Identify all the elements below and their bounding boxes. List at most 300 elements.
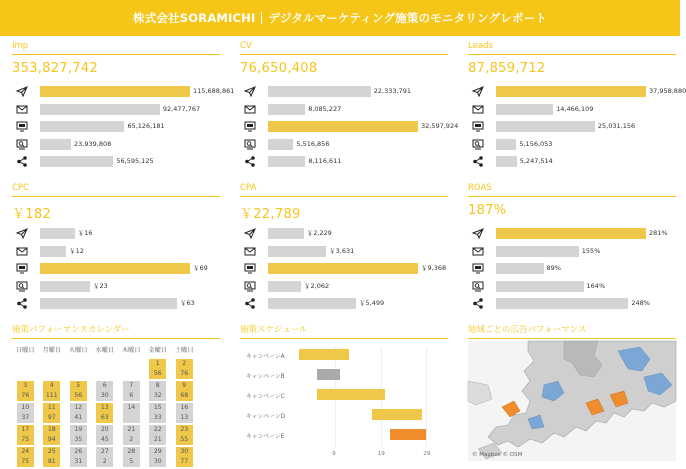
kpi-total: 187%	[468, 203, 507, 218]
channel-bar[interactable]	[40, 263, 190, 274]
channel-value-label: 89%	[546, 264, 561, 272]
calendar-day[interactable]	[70, 381, 87, 401]
calendar-cell	[39, 381, 66, 403]
mail-icon	[240, 103, 266, 115]
channel-row[interactable]	[468, 225, 676, 243]
calendar-day-number: 28	[127, 448, 136, 455]
channel-bar[interactable]	[496, 121, 595, 132]
calendar-cell	[12, 425, 39, 447]
campaign-bar[interactable]	[299, 349, 349, 360]
channel-value-label: 281%	[649, 229, 668, 237]
calendar-day-value: 68	[180, 392, 189, 399]
calendar-cell	[65, 381, 92, 403]
channel-bar[interactable]	[268, 281, 301, 292]
monitor-icon	[468, 121, 494, 133]
channel-row[interactable]	[12, 153, 220, 171]
calendar-cell	[39, 403, 66, 425]
calendar-day[interactable]	[70, 403, 87, 423]
campaign-bar[interactable]	[317, 369, 340, 380]
weekday-label: 金曜日	[148, 347, 168, 354]
channel-bar[interactable]	[496, 104, 553, 115]
calendar-day-value: 6	[129, 392, 134, 399]
share-icon	[240, 298, 266, 310]
channel-bar[interactable]	[268, 263, 418, 274]
channel-row[interactable]	[240, 225, 448, 243]
calendar-day-value: 56	[153, 370, 162, 377]
mail-icon	[12, 103, 38, 115]
japan-map-shape	[468, 341, 676, 461]
calendar-day-value: 2	[129, 436, 134, 443]
map-panel	[468, 324, 676, 339]
calendar-day-number: 1	[155, 360, 160, 367]
channel-row[interactable]	[240, 260, 448, 278]
channel-bar[interactable]	[496, 281, 584, 292]
search-box-icon	[240, 138, 266, 150]
calendar-day[interactable]	[176, 425, 193, 445]
kpi-panel-cpa	[240, 182, 448, 313]
channel-value-label: 92,477,767	[162, 104, 201, 113]
calendar-day-value: 13	[180, 414, 189, 421]
calendar-day-number: 7	[129, 382, 134, 389]
channel-row[interactable]	[240, 278, 448, 296]
calendar-week-row	[12, 381, 220, 403]
campaign-label: キャンペーンB	[246, 374, 285, 380]
channel-row[interactable]	[12, 101, 220, 119]
channel-value-label: 56,595,125	[116, 157, 154, 165]
monitor-icon	[240, 263, 266, 275]
calendar-cell	[118, 359, 145, 381]
mail-icon	[12, 245, 38, 257]
channel-value-label: 23,939,808	[74, 139, 112, 148]
kpi-total: 353,827,742	[12, 61, 99, 76]
calendar-day-number: 21	[127, 426, 136, 433]
channel-bar[interactable]	[268, 121, 418, 132]
channel-value-label: ￥3,631	[329, 246, 355, 255]
channel-value-label: 8,085,227	[308, 104, 342, 113]
weekday-label: 土曜日	[174, 347, 194, 354]
channel-row[interactable]	[12, 278, 220, 296]
calendar-day-value: 97	[47, 414, 56, 421]
calendar-day-number: 15	[153, 404, 162, 411]
calendar-day[interactable]	[17, 425, 34, 445]
calendar-day-value: 63	[100, 414, 109, 421]
calendar-cell	[92, 381, 119, 403]
header-divider	[261, 12, 262, 24]
calendar-day-number: 20	[100, 426, 109, 433]
calendar-day-value: 33	[153, 414, 162, 421]
campaign-label: キャンペーンD	[246, 414, 286, 420]
calendar-day-number: 11	[47, 404, 56, 411]
calendar-cell	[171, 447, 198, 469]
schedule-title: 施策スケジュール	[240, 324, 448, 339]
calendar-cell	[12, 381, 39, 403]
region-map[interactable]	[468, 341, 676, 461]
channel-value-label: ￥9,368	[421, 264, 447, 272]
calendar-day-number: 12	[74, 404, 83, 411]
calendar-day-value: 111	[45, 392, 58, 399]
calendar-day-value: 21	[153, 436, 162, 443]
calendar-day[interactable]	[149, 381, 166, 401]
mail-icon	[240, 245, 266, 257]
calendar-day[interactable]	[96, 425, 113, 445]
weekday-label: 火曜日	[68, 347, 88, 354]
calendar-day[interactable]	[43, 447, 60, 467]
kpi-panel-cv	[240, 40, 459, 171]
calendar-day-value: 45	[100, 436, 109, 443]
channel-row[interactable]	[240, 83, 448, 101]
campaign-bar[interactable]	[317, 389, 385, 400]
kpi-title: CV	[240, 40, 448, 55]
calendar-day[interactable]	[123, 403, 140, 423]
calendar-day[interactable]	[149, 403, 166, 423]
calendar-day-value: 81	[47, 458, 56, 465]
channel-row[interactable]	[12, 118, 220, 136]
calendar-day[interactable]	[123, 425, 140, 445]
channel-row[interactable]	[468, 136, 676, 154]
paper-plane-icon	[12, 86, 38, 98]
calendar-day[interactable]	[17, 403, 34, 423]
channel-value-label: ￥2,229	[306, 229, 332, 237]
company-name: 株式会社SORAMICHI	[133, 11, 256, 25]
channel-row[interactable]	[468, 278, 676, 296]
calendar-day-value: 30	[100, 392, 109, 399]
calendar-day-number: 6	[102, 382, 107, 389]
calendar-day-number: 19	[74, 426, 83, 433]
channel-row[interactable]	[240, 295, 448, 313]
calendar-day-number: 2	[182, 360, 187, 367]
calendar-week-row	[12, 403, 220, 425]
calendar-cell	[12, 359, 39, 381]
channel-value-label: 115,688,861	[193, 87, 235, 95]
channel-bar[interactable]	[40, 281, 90, 292]
channel-row[interactable]	[468, 153, 676, 171]
calendar-day-value: 32	[153, 392, 162, 399]
gantt-axis-tick: 29	[423, 451, 431, 457]
kpi-panel-imp	[12, 40, 235, 171]
calendar-panel	[12, 324, 220, 469]
calendar-cell	[92, 447, 119, 469]
channel-value-label: 5,247,514	[519, 157, 553, 165]
calendar-cell	[118, 403, 145, 425]
monitor-icon	[468, 263, 494, 275]
calendar-cell	[118, 381, 145, 403]
calendar-day-number: 22	[153, 426, 162, 433]
channel-bar[interactable]	[268, 298, 356, 309]
channel-bar[interactable]	[40, 86, 190, 97]
calendar-cell	[145, 381, 172, 403]
calendar-day[interactable]	[123, 447, 140, 467]
calendar-day-value: 75	[21, 436, 30, 443]
calendar-day[interactable]	[70, 447, 87, 467]
channel-row[interactable]	[240, 153, 448, 171]
calendar-day[interactable]	[149, 447, 166, 467]
kpi-panel-cpc	[12, 182, 220, 313]
calendar-cell	[39, 359, 66, 381]
share-icon	[468, 298, 494, 310]
calendar-day-number: 30	[180, 448, 189, 455]
channel-row[interactable]	[468, 118, 676, 136]
share-icon	[468, 156, 494, 168]
campaign-label: キャンペーンC	[246, 394, 285, 400]
calendar-day-number: 16	[180, 404, 189, 411]
calendar-day-number: 26	[74, 448, 83, 455]
calendar-day-value: 77	[180, 458, 189, 465]
channel-value-label: 25,031,156	[597, 122, 636, 130]
monitor-icon	[12, 263, 38, 275]
calendar-day-number: 8	[155, 382, 160, 389]
calendar-day-value: 2	[102, 458, 107, 465]
kpi-title: Imp	[12, 40, 220, 55]
calendar-day[interactable]	[176, 359, 193, 379]
calendar-day-number: 3	[23, 382, 28, 389]
calendar-cell	[171, 359, 198, 381]
channel-bar[interactable]	[40, 104, 160, 115]
map-attribution: © Mapbox © OSM	[472, 452, 523, 458]
channel-value-label: 248%	[631, 299, 650, 307]
calendar-day-number: 18	[47, 426, 56, 433]
calendar-day[interactable]	[43, 381, 60, 401]
calendar-day-number: 9	[182, 382, 187, 389]
calendar-day[interactable]	[123, 381, 140, 401]
search-box-icon	[12, 280, 38, 292]
calendar-day-number: 24	[21, 448, 30, 455]
calendar-weekday-header	[12, 345, 220, 354]
calendar-day-number: 13	[100, 404, 109, 411]
channel-bar[interactable]	[496, 246, 579, 257]
calendar-day-number: 27	[100, 448, 109, 455]
channel-row[interactable]	[240, 136, 448, 154]
calendar-cell	[145, 359, 172, 381]
monitor-icon	[240, 121, 266, 133]
paper-plane-icon	[468, 86, 494, 98]
channel-bar[interactable]	[496, 86, 646, 97]
calendar-day[interactable]	[96, 447, 113, 467]
share-icon	[12, 156, 38, 168]
kpi-title: Leads	[468, 40, 676, 55]
mail-icon	[468, 103, 494, 115]
channel-bar[interactable]	[40, 298, 177, 309]
calendar-day-value: 37	[21, 414, 30, 421]
channel-value-label: 8,116,611	[308, 157, 342, 165]
calendar-day-value: 94	[47, 436, 56, 443]
calendar-cell	[145, 403, 172, 425]
calendar-cell	[92, 425, 119, 447]
channel-row[interactable]	[468, 101, 676, 119]
monitor-icon	[12, 121, 38, 133]
calendar-day[interactable]	[149, 425, 166, 445]
calendar-day-value: 5	[129, 458, 134, 465]
channel-row[interactable]	[12, 243, 220, 261]
weekday-label: 木曜日	[121, 347, 141, 354]
calendar-cell	[118, 447, 145, 469]
weekday-label: 水曜日	[95, 347, 115, 354]
channel-row[interactable]	[12, 225, 220, 243]
map-title: 地域ごとの広告パフォーマンス	[468, 324, 676, 339]
calendar-day[interactable]	[176, 403, 193, 423]
calendar-day-number: 17	[21, 426, 30, 433]
calendar-day-value: 35	[74, 436, 83, 443]
channel-value-label: 32,597,924	[421, 122, 459, 130]
channel-bar[interactable]	[268, 86, 371, 97]
calendar-title: 施策パフォーマンスカレンダー	[12, 324, 220, 339]
channel-row[interactable]	[240, 101, 448, 119]
channel-value-label: ￥23	[93, 281, 108, 290]
calendar-day[interactable]	[17, 447, 34, 467]
channel-bar[interactable]	[40, 156, 113, 167]
kpi-total: 76,650,408	[240, 61, 318, 76]
mail-icon	[468, 245, 494, 257]
calendar-day[interactable]	[43, 403, 60, 423]
channel-bar[interactable]	[268, 139, 293, 150]
calendar-cell	[118, 425, 145, 447]
calendar-cell	[145, 447, 172, 469]
channel-value-label: 22,333,791	[373, 87, 411, 95]
gantt-axis-tick: 19	[377, 451, 385, 457]
calendar-day-number: 10	[21, 404, 30, 411]
channel-value-label: 14,466,109	[556, 104, 594, 113]
kpi-total: ￥182	[12, 207, 52, 222]
channel-value-label: ￥5,499	[359, 299, 385, 307]
calendar-day-value: 30	[153, 458, 162, 465]
campaign-bar[interactable]	[390, 429, 427, 440]
calendar-cell	[65, 447, 92, 469]
channel-value-label: 5,156,053	[519, 139, 553, 148]
calendar-day-number: 25	[47, 448, 56, 455]
calendar-grid	[12, 359, 220, 469]
calendar-day-value: 76	[180, 370, 189, 377]
share-icon	[240, 156, 266, 168]
search-box-icon	[12, 138, 38, 150]
channel-bar[interactable]	[40, 121, 124, 132]
search-box-icon	[468, 138, 494, 150]
channel-value-label: 65,126,181	[127, 122, 165, 130]
channel-value-label: 155%	[581, 246, 601, 255]
kpi-title: CPA	[240, 182, 448, 197]
channel-bar[interactable]	[496, 139, 516, 150]
paper-plane-icon	[468, 228, 494, 240]
calendar-day[interactable]	[43, 425, 60, 445]
kpi-title: ROAS	[468, 182, 676, 197]
channel-value-label: ￥16	[77, 229, 93, 237]
channel-bar[interactable]	[496, 298, 628, 309]
gantt-axis-tick: 9	[332, 451, 336, 457]
channel-bar[interactable]	[268, 246, 326, 257]
channel-bar[interactable]	[268, 228, 304, 239]
paper-plane-icon	[12, 228, 38, 240]
calendar-cell	[92, 403, 119, 425]
calendar-cell	[92, 359, 119, 381]
channel-value-label: ￥63	[179, 299, 195, 307]
calendar-day-number: 4	[49, 382, 54, 389]
calendar-day-value: 55	[180, 436, 189, 443]
channel-bar[interactable]	[268, 156, 305, 167]
report-title: デジタルマーケティング施策のモニタリングレポート	[268, 11, 547, 25]
calendar-day-number: 5	[76, 382, 81, 389]
calendar-cell	[171, 381, 198, 403]
campaign-bar[interactable]	[372, 409, 422, 420]
calendar-day[interactable]	[96, 381, 113, 401]
channel-bar[interactable]	[40, 246, 66, 257]
channel-value-label: ￥2,062	[304, 281, 330, 290]
channel-bar[interactable]	[496, 228, 646, 239]
search-box-icon	[468, 280, 494, 292]
channel-row[interactable]	[12, 83, 235, 101]
channel-row[interactable]	[468, 295, 676, 313]
campaign-label: キャンペーンE	[246, 434, 285, 440]
calendar-day-value: 41	[74, 414, 83, 421]
calendar-day-value: 76	[21, 392, 30, 399]
search-box-icon	[240, 280, 266, 292]
channel-row[interactable]	[12, 136, 220, 154]
calendar-day-value: 31	[74, 458, 83, 465]
calendar-cell	[65, 359, 92, 381]
weekday-label: 日曜日	[15, 347, 35, 354]
channel-value-label: ￥12	[69, 246, 84, 255]
calendar-day[interactable]	[17, 381, 34, 401]
paper-plane-icon	[240, 228, 266, 240]
channel-value-label: 37,958,880	[649, 87, 686, 95]
calendar-day-number: 14	[127, 404, 136, 411]
channel-bar[interactable]	[496, 156, 517, 167]
channel-bar[interactable]	[40, 228, 75, 239]
calendar-cell	[145, 425, 172, 447]
channel-row[interactable]	[468, 243, 676, 261]
channel-row[interactable]	[468, 260, 676, 278]
schedule-panel	[240, 324, 448, 457]
channel-value-label: 164%	[586, 281, 606, 290]
report-header	[0, 0, 680, 36]
calendar-week-row	[12, 359, 220, 381]
channel-bar[interactable]	[496, 263, 544, 274]
calendar-day[interactable]	[96, 403, 113, 423]
calendar-day[interactable]	[176, 447, 193, 467]
paper-plane-icon	[240, 86, 266, 98]
calendar-cell	[12, 403, 39, 425]
calendar-week-row	[12, 447, 220, 469]
campaign-label: キャンペーンA	[246, 354, 285, 360]
calendar-day[interactable]	[70, 425, 87, 445]
calendar-day-number: 29	[153, 448, 162, 455]
channel-row[interactable]	[12, 260, 220, 278]
gantt-gridline	[426, 347, 427, 447]
calendar-day[interactable]	[176, 381, 193, 401]
schedule-gantt-chart	[240, 347, 448, 457]
channel-row[interactable]	[240, 118, 459, 136]
channel-bar[interactable]	[268, 104, 305, 115]
calendar-cell	[39, 425, 66, 447]
channel-bar[interactable]	[40, 139, 71, 150]
kpi-total: ￥22,789	[240, 207, 301, 222]
kpi-title: CPC	[12, 182, 220, 197]
kpi-panel-roas	[468, 182, 676, 313]
share-icon	[12, 298, 38, 310]
calendar-day-number: 23	[180, 426, 189, 433]
channel-value-label: ￥69	[193, 264, 208, 272]
channel-value-label: 5,516,856	[296, 139, 330, 148]
calendar-day[interactable]	[149, 359, 166, 379]
kpi-panel-leads	[468, 40, 686, 171]
calendar-cell	[65, 403, 92, 425]
calendar-day-value: 75	[21, 458, 30, 465]
channel-row[interactable]	[468, 83, 686, 101]
calendar-cell	[171, 403, 198, 425]
channel-row[interactable]	[240, 243, 448, 261]
calendar-day-value: 56	[74, 392, 83, 399]
weekday-label: 月曜日	[42, 347, 62, 354]
channel-row[interactable]	[12, 295, 220, 313]
calendar-week-row	[12, 425, 220, 447]
calendar-cell	[65, 425, 92, 447]
